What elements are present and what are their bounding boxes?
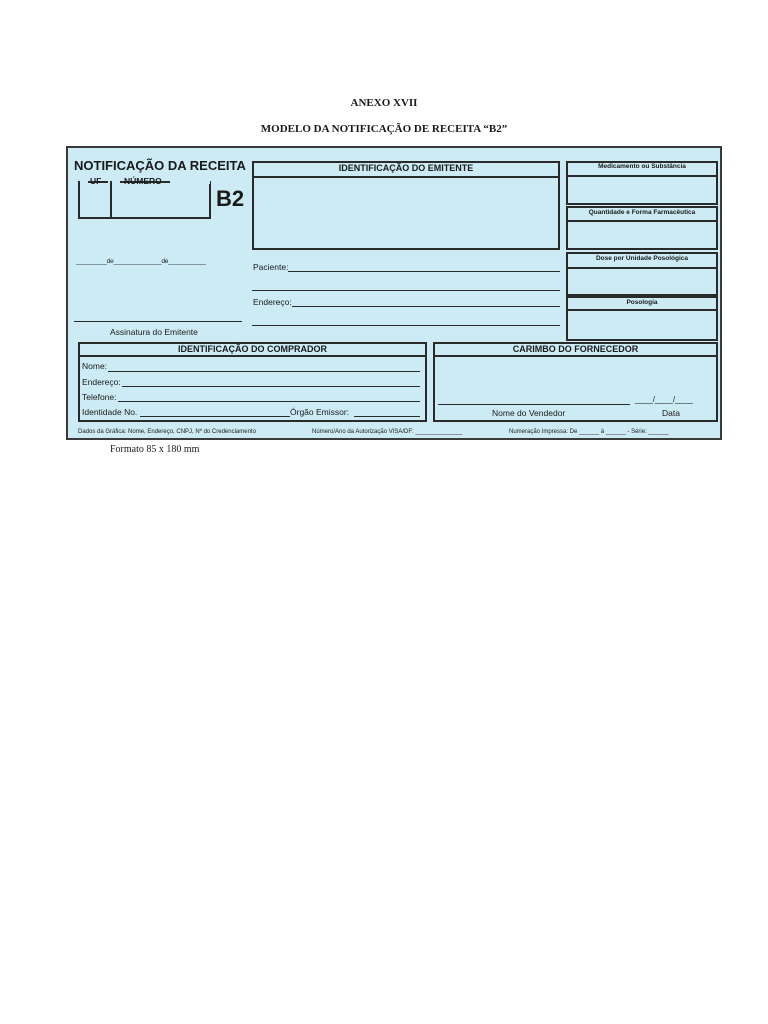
endereco-line-1 [292, 306, 560, 307]
comprador-orgao-line [354, 416, 420, 417]
comprador-identidade-label: Identidade No. [82, 407, 138, 417]
prescription-form [66, 146, 722, 440]
data-label: Data [662, 408, 680, 418]
comprador-telefone-label: Telefone: [82, 392, 117, 402]
signature-line [74, 321, 242, 322]
uf-numero-box [78, 181, 211, 219]
footer-numeracao: Numeração Impressa: De ______ à ______ - Série: ______ [509, 429, 669, 435]
type-code: B2 [216, 186, 245, 211]
format-note: Formato 85 x 180 mm [110, 444, 200, 455]
data-line: ____/____/____ [635, 395, 693, 404]
paciente-line-2 [252, 290, 560, 291]
comprador-identidade-line [140, 416, 290, 417]
comprador-endereco-line [122, 386, 420, 387]
uf-label: UF [90, 176, 102, 186]
fornecedor-header: CARIMBO DO FORNECEDOR [512, 344, 639, 354]
comprador-nome-label: Nome: [82, 361, 108, 371]
vendedor-label: Nome do Vendedor [492, 408, 566, 418]
date-line: _________de______________de___________ [76, 258, 206, 265]
uf-divider [110, 181, 112, 219]
vendedor-line [438, 404, 630, 405]
signature-label: Assinatura do Emitente [110, 327, 198, 337]
comprador-telefone-line [118, 401, 420, 402]
endereco-label: Endereço: [253, 297, 292, 307]
endereco-line-2 [252, 325, 560, 326]
comprador-orgao-label: Órgão Emissor: [290, 407, 350, 417]
form-title: NOTIFICAÇÃO DA RECEITA [74, 158, 246, 173]
quantidade-label: Quantidade e Forma Farmacêutica [588, 209, 696, 216]
comprador-nome-line [108, 371, 420, 372]
footer-autorizacao: Número/Ano da Autorização VISA/DF: ______________ [312, 429, 463, 435]
paciente-line-1 [288, 271, 560, 272]
comprador-endereco-label: Endereço: [82, 377, 121, 387]
dose-label: Dose por Unidade Posológica [595, 255, 689, 262]
emitente-box [252, 161, 560, 250]
footer-grafica: Dados da Gráfica: Nome, Endereço, CNPJ, Nº do Credenciamento [78, 429, 256, 435]
paciente-label: Paciente: [253, 262, 289, 272]
posologia-label: Posologia [626, 299, 658, 306]
comprador-header: IDENTIFICAÇÃO DO COMPRADOR [178, 344, 327, 354]
medicamento-label: Medicamento ou Substância [598, 163, 686, 170]
numero-label: NÚMERO [124, 176, 162, 186]
annex-title: ANEXO XVII [350, 97, 418, 109]
model-title: MODELO DA NOTIFICAÇÃO DE RECEITA “B2” [260, 123, 508, 135]
emitente-header: IDENTIFICAÇÃO DO EMITENTE [338, 163, 474, 173]
